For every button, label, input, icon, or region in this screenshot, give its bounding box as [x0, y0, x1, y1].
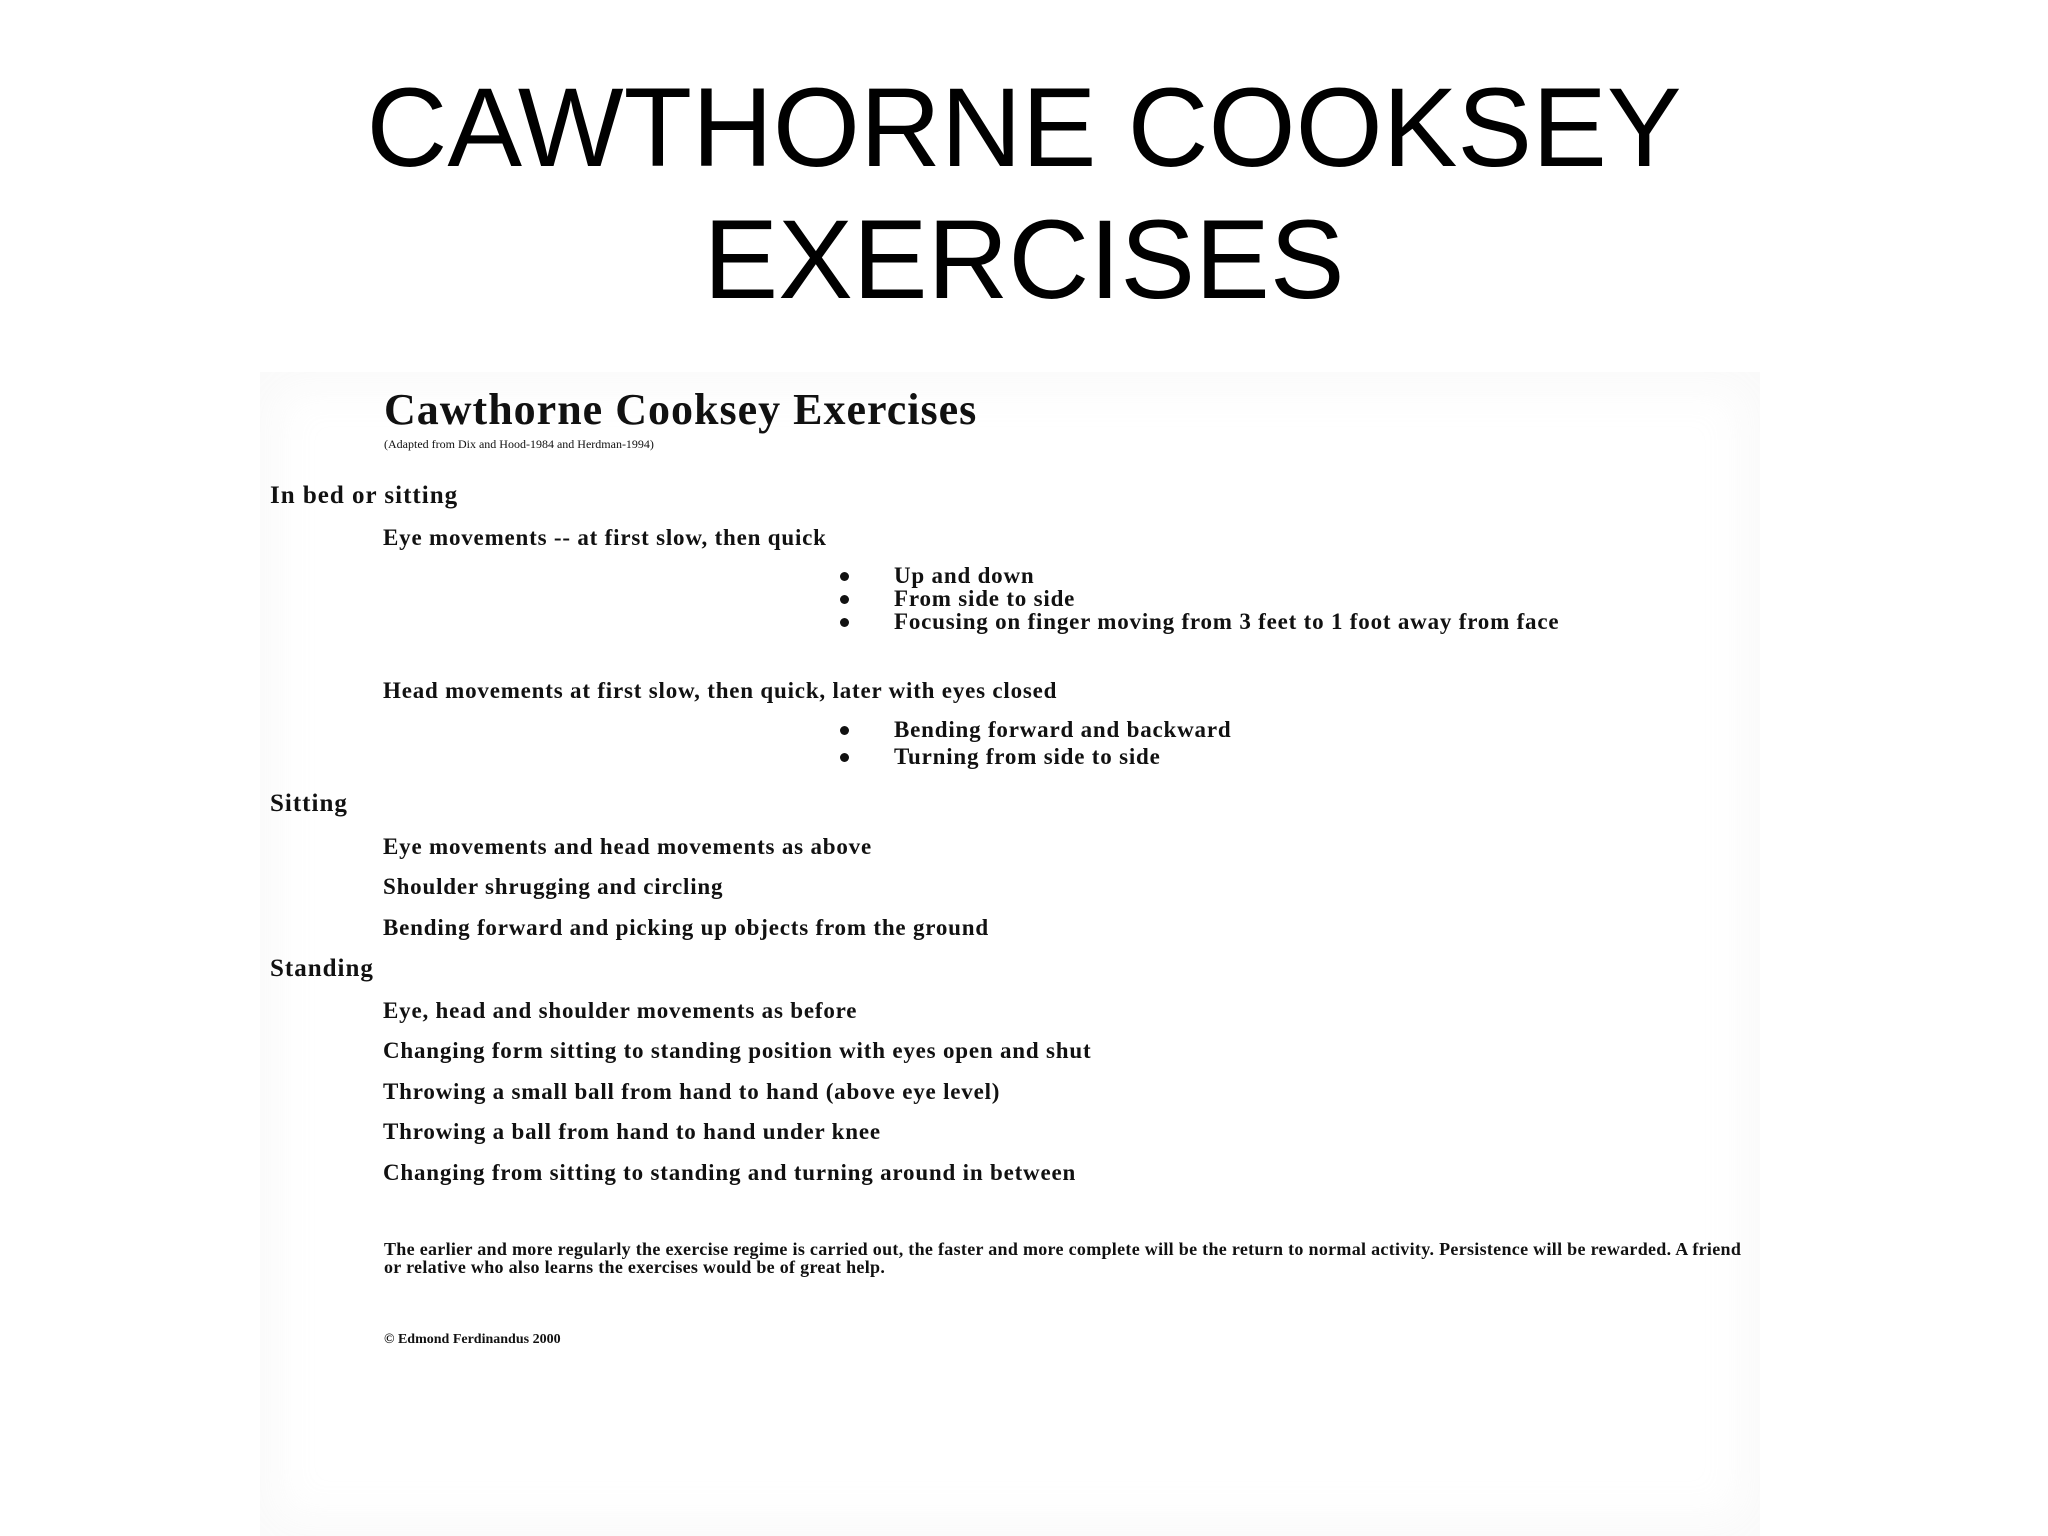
- slide-title-line-1: CAWTHORNE COOKSEY: [366, 65, 1682, 190]
- bullet-list-head-movements: [840, 718, 1231, 768]
- exercise-line: Head movements at first slow, then quick, later with eyes closed: [383, 678, 1058, 703]
- bullet-item: [840, 745, 1231, 768]
- bullet-item: [840, 610, 1714, 633]
- document-title: Cawthorne Cooksey Exercises: [384, 385, 978, 434]
- bullet-dot-icon: [840, 753, 849, 762]
- bullet-text: From side to side: [894, 586, 1076, 611]
- document-copyright: © Edmond Ferdinandus 2000: [384, 1332, 561, 1347]
- exercise-line: Bending forward and picking up objects from the ground: [383, 915, 989, 940]
- bullet-dot-icon: [840, 726, 849, 735]
- bullet-text: Bending forward and backward: [894, 717, 1232, 742]
- exercise-line: Shoulder shrugging and circling: [383, 874, 724, 899]
- section-heading-standing: Standing: [270, 955, 374, 982]
- section-heading-in-bed-or-sitting: In bed or sitting: [270, 482, 459, 509]
- section-heading-sitting: Sitting: [270, 790, 348, 817]
- exercise-line: Eye movements and head movements as above: [383, 834, 872, 859]
- bullet-dot-icon: [840, 595, 849, 604]
- bullet-list-eye-movements: [840, 564, 1714, 633]
- bullet-item: [840, 718, 1231, 741]
- exercise-line: Throwing a ball from hand to hand under knee: [383, 1119, 881, 1144]
- slide-title: [0, 62, 2048, 326]
- bullet-text: Focusing on finger moving from 3 feet to 1 foot away from face: [894, 609, 1560, 634]
- document-subtitle: (Adapted from Dix and Hood-1984 and Herdman-1994): [384, 437, 654, 451]
- bullet-text: Up and down: [894, 563, 1035, 588]
- exercise-line: Throwing a small ball from hand to hand (above eye level): [383, 1079, 1001, 1104]
- bullet-text: Turning from side to side: [894, 744, 1161, 769]
- bullet-item: [840, 564, 1714, 587]
- bullet-dot-icon: [840, 572, 849, 581]
- slide-title-line-2: EXERCISES: [703, 197, 1345, 322]
- exercise-line: Eye movements -- at first slow, then quick: [383, 525, 827, 550]
- scanned-document: [260, 372, 1760, 1536]
- bullet-dot-icon: [840, 618, 849, 627]
- exercise-line: Changing form sitting to standing position with eyes open and shut: [383, 1038, 1092, 1063]
- bullet-item: [840, 587, 1714, 610]
- document-footnote: The earlier and more regularly the exercise regime is carried out, the faster and more complete will be the return to normal activity. Persistence will be rewarded. A friend or relative who also learns the exercises would be of great help.: [384, 1239, 1742, 1277]
- exercise-line: Changing from sitting to standing and turning around in between: [383, 1160, 1077, 1185]
- exercise-line: Eye, head and shoulder movements as before: [383, 998, 858, 1023]
